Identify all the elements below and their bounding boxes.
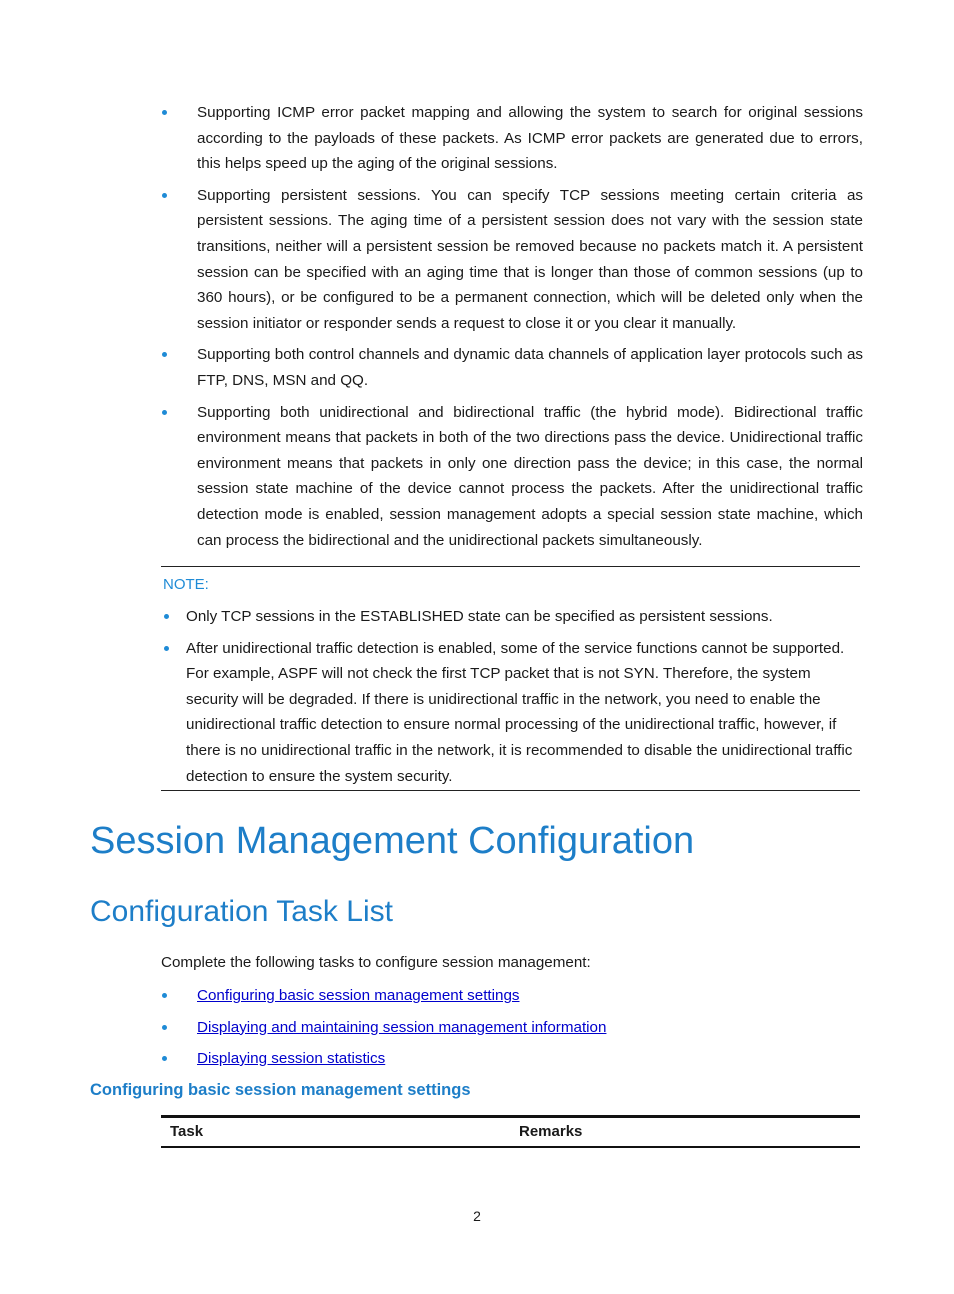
bullet-icon bbox=[162, 1056, 167, 1061]
list-item bbox=[161, 1015, 606, 1040]
list-item-text: Supporting persistent sessions. You can specify TCP sessions meeting certain criteria as persistent sessions. The aging time of a persistent session does not vary with the session state transitions, neither will a persistent session be removed because no packets match it. A persistent session can be specified with an aging time that is longer than those of common sessions (up to 360 hours), or be configured to be a permanent connection, which will be deleted only when the session initiator or responder sends a request to close it or you clear it manually. bbox=[197, 186, 863, 332]
bullet-icon bbox=[162, 410, 167, 415]
list-item bbox=[161, 183, 863, 337]
chapter-title: Session Management Configuration bbox=[90, 820, 695, 862]
list-item bbox=[161, 983, 606, 1008]
intro-text: Complete the following tasks to configure session management: bbox=[161, 954, 591, 971]
subsection-title: Configuring basic session management settings bbox=[90, 1081, 471, 1099]
note-list bbox=[161, 604, 860, 795]
note-label: NOTE: bbox=[163, 576, 209, 593]
list-item bbox=[161, 1046, 606, 1071]
link-basic-settings[interactable]: Configuring basic session management settings bbox=[197, 987, 520, 1004]
bullet-icon bbox=[162, 193, 167, 198]
note-item bbox=[161, 604, 860, 630]
bullet-icon bbox=[162, 1025, 167, 1030]
table-header-task: Task bbox=[170, 1123, 204, 1140]
list-item-text: Supporting both control channels and dynamic data channels of application layer protocols such as FTP, DNS, MSN and QQ. bbox=[197, 346, 863, 389]
note-item bbox=[161, 636, 860, 790]
link-display-maintain[interactable]: Displaying and maintaining session management information bbox=[197, 1018, 607, 1036]
bullet-icon bbox=[162, 110, 167, 115]
bullet-icon bbox=[164, 614, 169, 619]
list-item-text: Supporting ICMP error packet mapping and allowing the system to search for original sessions according to the payloads of these packets. As ICMP error packets are generated due to errors, this helps speed up the aging of the original sessions. bbox=[197, 104, 863, 173]
feature-list bbox=[161, 100, 863, 559]
page-number: 2 bbox=[473, 1208, 481, 1224]
task-link-list bbox=[161, 983, 606, 1078]
table-header-remarks: Remarks bbox=[519, 1123, 583, 1140]
list-item bbox=[161, 342, 863, 393]
section-title: Configuration Task List bbox=[90, 895, 393, 928]
list-item bbox=[161, 100, 863, 177]
list-item bbox=[161, 400, 863, 554]
task-table-header bbox=[161, 1115, 860, 1148]
bullet-icon bbox=[162, 352, 167, 357]
list-item-text: Supporting both unidirectional and bidirectional traffic (the hybrid mode). Bidirectional traffic environment means that packets in both of the two directions pass the device. Unidirectional traffic environment means that packets in only one direction pass the device; in this case, the normal session state machine of the device cannot process the packets. After the unidirectional traffic detection mode is enabled, session management adopts a special session state machine, which can process the bidirectional and the unidirectional packets simultaneously. bbox=[197, 403, 863, 549]
note-item-text: Only TCP sessions in the ESTABLISHED state can be specified as persistent sessions. bbox=[186, 608, 773, 625]
note-item-text: After unidirectional traffic detection is enabled, some of the service functions cannot be supported. For example, ASPF will not check the first TCP packet that is not SYN. Therefore, the system security will be degraded. If there is unidirectional traffic in the network, you need to enable the unidirectional traffic detection to ensure normal processing of the unidirectional traffic, however, if there is no unidirectional traffic in the network, it is recommended to disable the unidirectional traffic detection to ensure the system security. bbox=[186, 639, 853, 785]
link-session-statistics[interactable]: Displaying session statistics bbox=[197, 1050, 386, 1067]
bullet-icon bbox=[162, 993, 167, 998]
bullet-icon bbox=[164, 646, 169, 651]
